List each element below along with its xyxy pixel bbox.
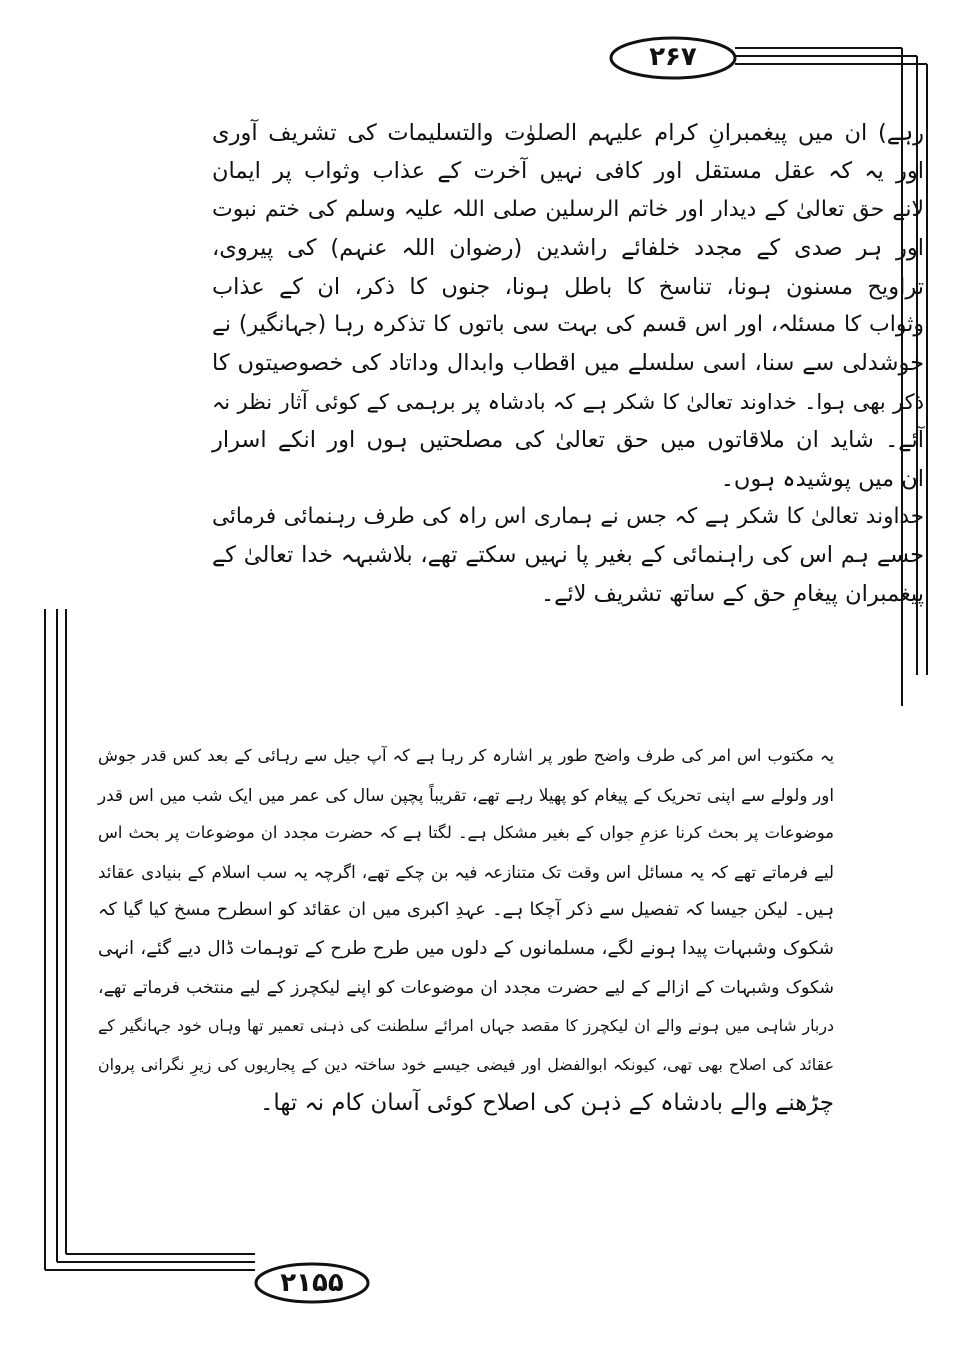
text-line: خداوند تعالیٰ کا شکر ہے کہ جس نے ہماری اس راہ کی طرف رہنمائی فرمائی	[212, 503, 924, 529]
text-line: پیغمبران پیغامِ حق کے ساتھ تشریف لائے۔	[540, 580, 924, 607]
text-line: شکوک وشبہات کے ازالے کے لیے حضرت مجدد ان موضوعات کو اپنے لیکچرز کے لیے منتخب فرماتے تھے،	[98, 977, 834, 998]
text-line: خوشدلی سے سنا، اسی سلسلے میں اقطاب وابدال وداتاد کی خصوصیتوں کا	[212, 350, 924, 377]
text-line: یہ مکتوب اس امر کی طرف واضح طور پر اشارہ کر رہا ہے کہ آپ جیل سے رہائی کے بعد کس قدر جوش	[98, 746, 834, 765]
text-line: اور ولولے سے اپنی تحریک کے پیغام کو پھیلا رہے تھے، تقریباً پچپن سال کی عمر میں ایک شب میں اس قدر	[98, 784, 834, 805]
text-line: جسے ہم اس کی راہنمائی کے بغیر پا نہیں سکتے تھے، بلاشبہہ خدا تعالیٰ کے	[212, 542, 924, 569]
text-line: وثواب کا مسئلہ، اور اس قسم کی بہت سی باتوں کا تذکرہ رہا (جہانگیر) نے	[212, 311, 924, 337]
text-line: رہے) ان میں پیغمبرانِ کرام علیہم الصلوٰت والتسلیمات کی تشریف آوری	[212, 120, 924, 146]
text-line: آئے۔ شاید ان ملاقاتوں میں حق تعالیٰ کی مصلحتیں ہوں اور انکے اسرار	[212, 427, 924, 454]
text-line: لانے حق تعالیٰ کے دیدار اور خاتم الرسلین صلی اللہ علیہ وسلم کی ختم نبوت	[212, 196, 924, 222]
text-line: اور ہر صدی کے مجدد خلفائے راشدین (رضوان اللہ عنہم) کی پیروی،	[212, 235, 924, 262]
text-line: عقائد کی اصلاح بھی تھی، کیونکہ ابوالفضل اور فیضی جیسے خود ساختہ دین کے پجاریوں کی زیرِ نگرانی پروان	[98, 1054, 834, 1074]
text-line: ذکر بھی ہوا۔ خداوند تعالیٰ کا شکر ہے کہ بادشاہ پر برہمی کے کوئی آثار نظر نہ	[212, 389, 924, 414]
top-page-number: ۲۶۷	[649, 42, 697, 72]
text-line: لیے فرماتے تھے کہ یہ مسائل اس وقت تک متنازعہ فیہ بن چکے تھے، اگرچہ یہ سب اسلام کے بنیادی عقائد	[98, 861, 834, 882]
bottom-page-number: ۲۱۵۵	[280, 1268, 344, 1298]
quoted-letter-text	[212, 114, 924, 613]
text-line: دربار شاہی میں ہونے والے ان لیکچرز کا مقصد جہاں امرائے سلطنت کی ذہنی تعمیر تھا وہاں خود جہانگیر کے	[98, 1016, 834, 1036]
text-line: شکوک وشبہات پیدا ہونے لگے، مسلمانوں کے دلوں میں طرح طرح کے توہمات ڈال دیے گئے، انہی	[98, 937, 834, 959]
text-line: اور یہ کہ عقل مستقل اور کافی نہیں آخرت کے عذاب وثواب پر ایمان	[212, 158, 924, 185]
text-line: ہیں۔ لیکن جیسا کہ تفصیل سے ذکر آچکا ہے۔ عہدِ اکبری میں ان عقائد کو اسطرح مسخ کیا گیا کہ	[98, 899, 834, 921]
text-line: موضوعات پر بحث کرنا عزمِ جواں کے بغیر مشکل ہے۔ لگتا ہے کہ حضرت مجدد ان موضوعات پر بحث اس	[98, 823, 834, 843]
text-line: تراویح مسنون ہونا، تناسخ کا باطل ہونا، جنوں کا ذکر، ان کے عذاب	[212, 273, 924, 300]
text-line: چڑھنے والے بادشاہ کے ذہن کی اصلاح کوئی آسان کام نہ تھا۔	[260, 1090, 834, 1117]
text-line: ان میں پوشیدہ ہوں۔	[720, 465, 924, 492]
commentary-paragraph	[98, 737, 834, 1123]
